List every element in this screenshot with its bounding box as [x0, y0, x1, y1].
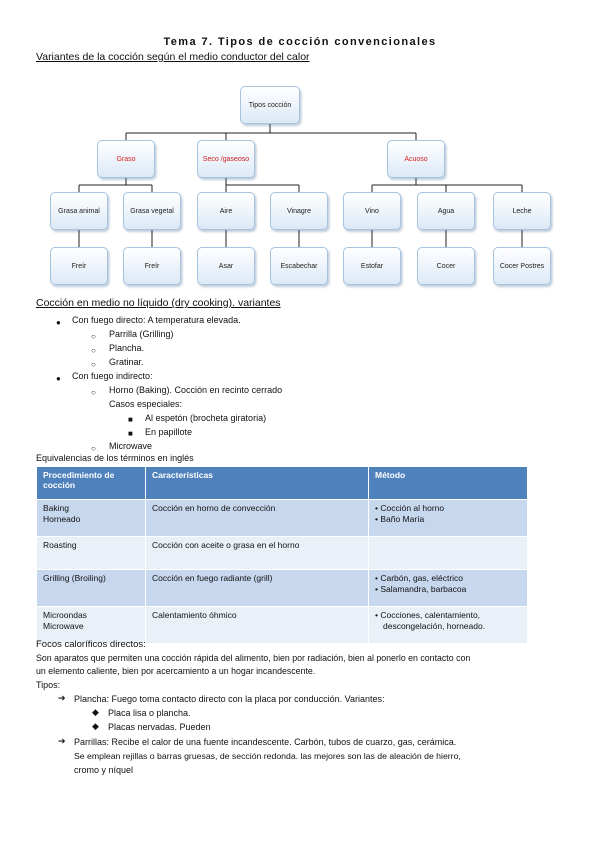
- section-heading-variantes: Variantes de la cocción según el medio conductor del calor: [36, 51, 310, 63]
- list-item: Al espetón (brocheta giratoria): [145, 413, 267, 423]
- focos-heading: Focos caloríficos directos:: [36, 639, 146, 650]
- cell-bullet-line: • Cocciones, calentamiento,: [375, 610, 481, 620]
- diagram-node-freir-2: Freír: [123, 247, 181, 285]
- cell-text: Horneado: [43, 514, 81, 524]
- diagram-node-seco: Seco /gaseoso: [197, 140, 255, 178]
- bullet-dot-icon: ●: [56, 318, 61, 327]
- page-title: Tema 7. Tipos de cocción convencionales: [163, 36, 437, 48]
- diagram-node-escabechar: Escabechar: [270, 247, 328, 285]
- table-cell: Cocción en horno de convección: [146, 500, 369, 537]
- cell-text: Cocciones, calentamiento,: [380, 610, 481, 620]
- parrillas-text: Parrillas: Recibe el calor de una fuente incandescente. Carbón, tubos de cuarzo, gas, cerámica.: [74, 737, 457, 747]
- diagram-node-cocer: Cocer: [417, 247, 475, 285]
- list-item: Casos especiales:: [109, 399, 183, 409]
- list-item: En papillote: [145, 427, 193, 437]
- diagram-node-aire: Aire: [197, 192, 255, 230]
- focos-text-line: Son aparatos que permiten una cocción rápida del alimento, bien por radiación, bien al ponerlo en contacto con: [36, 653, 471, 663]
- table-row: [37, 570, 528, 607]
- table-cell: [369, 500, 528, 537]
- diagram-node-vinagre: Vinagre: [270, 192, 328, 230]
- list-item: Horno (Baking). Cocción en recinto cerrado: [109, 385, 283, 395]
- table-header-row: [37, 467, 528, 500]
- diamond-bullet-icon: ◆: [92, 721, 99, 731]
- table-cell: Grilling (Broiling): [37, 570, 146, 607]
- parrillas-text-cont: Se emplean rejillas o barras gruesas, de sección redonda. las mejores son las de aleación de hierro,: [74, 751, 461, 761]
- cell-text: descongelación, horneado.: [383, 621, 486, 631]
- cell-bullet-line: • Cocción al horno: [375, 503, 445, 513]
- diagram-node-grasa-vegetal: Grasa vegetal: [123, 192, 181, 230]
- bullet-circle-icon: ○: [91, 332, 96, 341]
- cell-bullet-line: • Carbón, gas, eléctrico: [375, 573, 464, 583]
- arrow-right-icon: ➔: [58, 736, 66, 746]
- diagram-node-acuoso: Acuoso: [387, 140, 445, 178]
- bullet-square-icon: ■: [128, 429, 133, 438]
- list-item: Gratinar.: [109, 357, 144, 367]
- table-header-cell: Procedimiento de cocción: [37, 467, 146, 500]
- tipos-label: Tipos:: [36, 680, 61, 690]
- bullet-circle-icon: ○: [91, 360, 96, 369]
- parrillas-text-cont: cromo y níquel: [74, 765, 134, 775]
- equivalencias-heading: Equivalencias de los términos en inglés: [36, 453, 194, 463]
- equivalencias-table: [36, 466, 528, 644]
- cell-text: Microwave: [43, 621, 84, 631]
- cell-text: Salamandra, barbacoa: [380, 584, 467, 594]
- section-heading-dry-cooking: Cocción en medio no líquido (dry cooking). variantes: [36, 297, 281, 309]
- cell-bullet-line: • Salamandra, barbacoa: [375, 584, 467, 594]
- plancha-text: Plancha: Fuego toma contacto directo con la placa por conducción. Variantes:: [74, 694, 385, 704]
- table-header-cell: Características: [146, 467, 369, 500]
- list-item: Placas nervadas. Pueden: [108, 722, 211, 732]
- table-cell: Roasting: [37, 537, 146, 570]
- cell-text: Baking: [43, 503, 69, 513]
- cell-text: Microondas: [43, 610, 87, 620]
- bullet-circle-icon: ○: [91, 444, 96, 453]
- diagram-root-node: Tipos cocción: [240, 86, 300, 124]
- table-row: [37, 500, 528, 537]
- bullet-circle-icon: ○: [91, 388, 96, 397]
- diagram-node-grasa-animal: Grasa animal: [50, 192, 108, 230]
- diagram-node-asar: Asar: [197, 247, 255, 285]
- table-row: [37, 537, 528, 570]
- bullet-circle-icon: ○: [91, 346, 96, 355]
- list-item: Con fuego directo: A temperatura elevada.: [72, 315, 241, 325]
- table-cell: Calentamiento óhmico: [146, 607, 369, 644]
- list-item: Plancha.: [109, 343, 145, 353]
- cell-text: Baño María: [380, 514, 425, 524]
- diagram-node-vino: Vino: [343, 192, 401, 230]
- focos-text-line: un elemento caliente, bien por acercamiento a un hogar incandescente.: [36, 666, 316, 676]
- table-cell: [369, 607, 528, 644]
- cell-text: Cocción al horno: [380, 503, 445, 513]
- table-header-cell: Método: [369, 467, 528, 500]
- diagram-node-agua: Agua: [417, 192, 475, 230]
- diagram-node-cocer-postres: Cocer Postres: [493, 247, 551, 285]
- table-cell: [369, 537, 528, 570]
- diagram-node-estofar: Estofar: [343, 247, 401, 285]
- table-cell: [369, 570, 528, 607]
- bullet-square-icon: ■: [128, 415, 133, 424]
- list-item: Con fuego indirecto:: [72, 371, 153, 381]
- diagram-node-graso: Graso: [97, 140, 155, 178]
- bullet-dot-icon: ●: [56, 374, 61, 383]
- list-item: Parrilla (Grilling): [109, 329, 174, 339]
- cell-bullet-line: • Baño María: [375, 514, 425, 524]
- diagram-node-freir-1: Freír: [50, 247, 108, 285]
- table-cell: Cocción con aceite o grasa en el horno: [146, 537, 369, 570]
- diamond-bullet-icon: ◆: [92, 707, 99, 717]
- table-cell: [37, 500, 146, 537]
- arrow-right-icon: ➔: [58, 693, 66, 703]
- list-item: Microwave: [109, 441, 153, 451]
- diagram-node-leche: Leche: [493, 192, 551, 230]
- cell-text: Carbón, gas, eléctrico: [380, 573, 464, 583]
- list-item: Placa lisa o plancha.: [108, 708, 191, 718]
- table-cell: Cocción en fuego radiante (grill): [146, 570, 369, 607]
